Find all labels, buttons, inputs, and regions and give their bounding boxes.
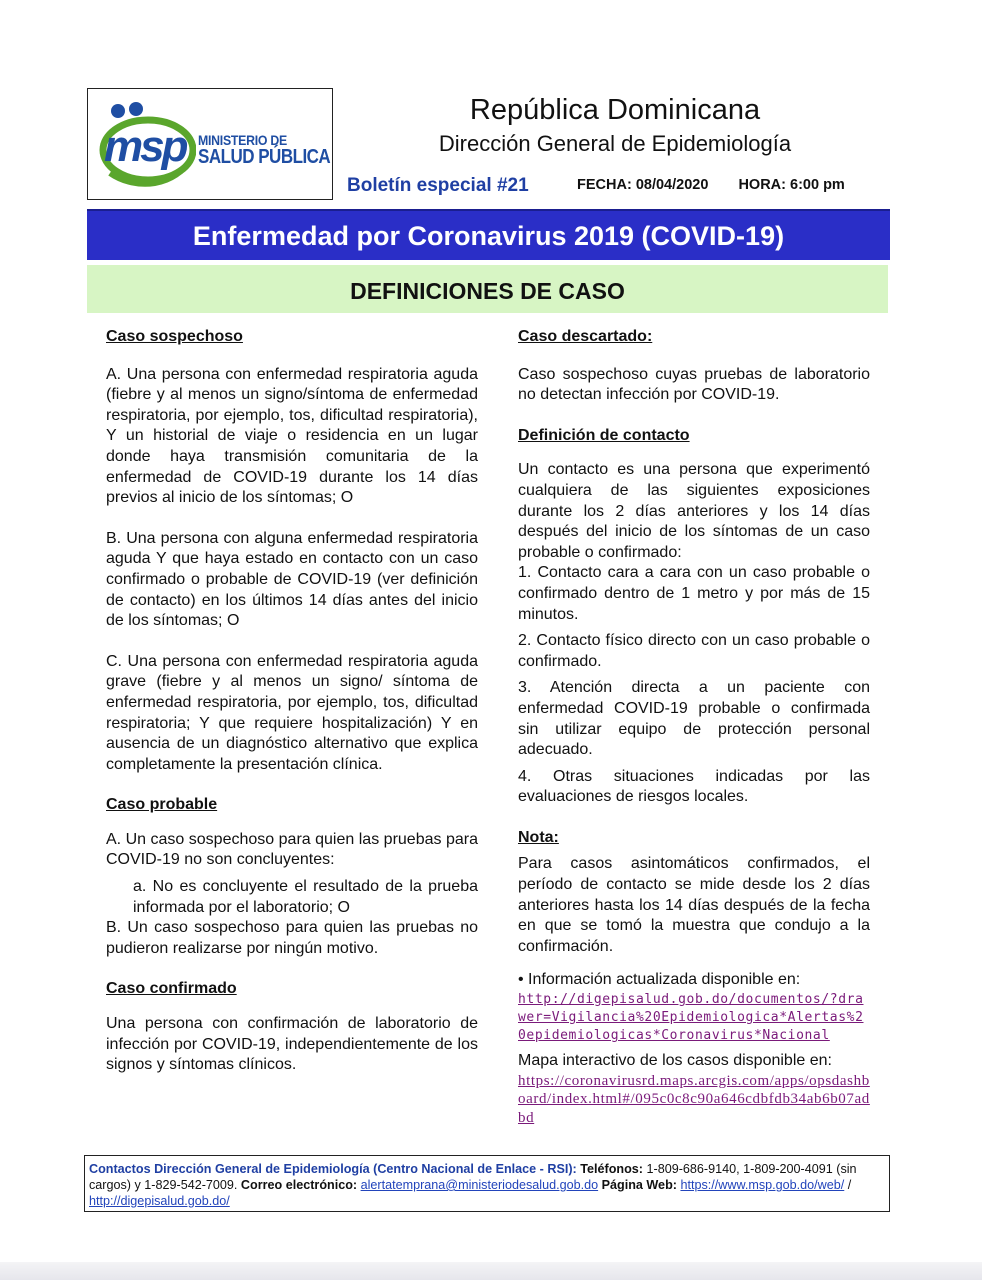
footer-email-label: Correo electrónico:: [240, 1178, 358, 1192]
contact-definition-heading: Definición de contacto: [518, 426, 690, 444]
note-heading: Nota:: [518, 828, 559, 846]
probable-case-a: A. Un caso sospechoso para quien las pruebas para COVID-19 no son concluyentes:: [106, 830, 478, 869]
date-value: 08/04/2020: [635, 177, 709, 193]
logo-line-1: MINISTERIO DE: [198, 132, 287, 148]
info-link[interactable]: http://digepisalud.gob.do/documentos/?drawer=Vigilancia%20Epidemiologica*Alertas%20epidemiologicas*Coronavirus*Nacional: [518, 992, 864, 1044]
probable-case-heading: Caso probable: [106, 796, 218, 814]
footer-separator: /: [847, 1178, 852, 1192]
date-label: FECHA:: [577, 177, 632, 193]
probable-case-b: B. Un caso sospechoso para quien las pruebas no pudieron realizarse por ningún motivo.: [106, 919, 478, 957]
info-text: • Información actualizada disponible en:: [518, 971, 801, 989]
note-text: Para casos asintomáticos confirmados, el período de contacto se mide desde los 2 días anteriores hasta los 14 días después de la fecha en que se tomó la muestra que condujo a la confirmación.: [518, 855, 870, 955]
contact-item-4: 4. Otras situaciones indicadas por las evaluaciones de riesgos locales.: [518, 767, 870, 806]
footer-org: Contactos Dirección General de Epidemiología (Centro Nacional de Enlace - RSI):: [89, 1162, 577, 1176]
discarded-case-heading: Caso descartado:: [518, 328, 653, 345]
left-column: [106, 327, 478, 1076]
confirmed-case-heading: Caso confirmado: [106, 980, 237, 998]
suspect-case-b: B. Una persona con alguna enfermedad respiratoria aguda Y que haya estado en contacto con un caso confirmado o probable de COVID-19 (ver definición de contacto) en los últimos 14 días antes del inicio de los síntomas; O: [106, 529, 478, 630]
country-title: República Dominicana: [469, 94, 761, 126]
svg-text:msp: msp: [104, 122, 186, 171]
ministry-logo: [87, 88, 333, 200]
suspect-case-heading: Caso sospechoso: [106, 328, 243, 345]
logo-line-2: SALUD PÚBLICA: [198, 146, 331, 169]
footer-web-link-2[interactable]: http://digepisalud.gob.do/: [89, 1194, 230, 1208]
contact-item-1: 1. Contacto cara a cara con un caso probable o confirmado dentro de 1 metro y por más de 15 minutos.: [518, 564, 870, 623]
probable-case-a-sub: a. No es concluyente el resultado de la prueba informada por el laboratorio; O: [133, 878, 478, 916]
bulletin-number: Boletín especial #21: [347, 175, 529, 196]
msp-logo-mark-icon: [96, 95, 196, 191]
footer-web-label: Página Web:: [601, 1178, 677, 1192]
date-time-row: [577, 177, 845, 193]
suspect-case-c: C. Una persona con enfermedad respiratoria aguda grave (fiebre y al menos un signo/ síntoma de enfermedad respiratoria, por ejemplo, tos, dificultad respiratoria; Y que requiere hospitalización) Y en ausencia de un diagnóstico alternativo que explica completamente la presentación clínica.: [106, 652, 478, 773]
footer-phones-label: Teléfonos:: [580, 1162, 644, 1176]
footer-web-link-1[interactable]: https://www.msp.gob.do/web/: [680, 1178, 845, 1192]
title-banner: Enfermedad por Coronavirus 2019 (COVID-19): [87, 209, 890, 260]
map-link[interactable]: https://coronavirusrd.maps.arcgis.com/apps/opsdashboard/index.html#/095c0c8c90a646cdbfdb34ab6b07adbd: [518, 1072, 870, 1126]
contact-item-3: 3. Atención directa a un paciente con enfermedad COVID-19 probable o confirmada sin utilizar equipo de protección personal adecuado.: [518, 679, 870, 759]
time-value: 6:00 pm: [790, 177, 845, 193]
confirmed-case-text: Una persona con confirmación de laboratorio de infección por COVID-19, independientemente de los signos y síntomas clínicos.: [106, 1015, 478, 1074]
right-column: [518, 327, 870, 1127]
map-text: Mapa interactivo de los casos disponible en:: [518, 1052, 832, 1070]
contact-intro: Un contacto es una persona que experimentó cualquiera de las siguientes exposiciones durante los 2 días anteriores y los 14 días después del inicio de los síntomas de un caso probable o confirmado:: [518, 461, 870, 561]
footer-email-link[interactable]: alertatemprana@ministeriodesalud.gob.do: [360, 1178, 599, 1192]
page-edge: [0, 1262, 982, 1280]
time-label: HORA:: [738, 177, 786, 193]
logo-wordmark: [198, 132, 331, 169]
direction-title: Dirección General de Epidemiología: [438, 131, 792, 156]
contact-item-2: 2. Contacto físico directo con un caso probable o confirmado.: [518, 632, 870, 670]
suspect-case-a: A. Una persona con enfermedad respiratoria aguda (fiebre y al menos un signo/síntoma de enfermedad respiratoria, por ejemplo, tos, dificultad respiratoria), Y un historial de viaje o residencia en un lugar donde haya transmisión comunitaria de la enfermedad de COVID-19 durante los 14 días previos al inicio de los síntomas; O: [106, 365, 478, 507]
contact-footer: [84, 1155, 890, 1212]
section-banner: DEFINICIONES DE CASO: [87, 265, 888, 313]
footer-phones: 1-809-686-9140, 1-809-200-4091 (sin cargos) y 1-829-542-7009.: [89, 1162, 857, 1192]
discarded-case-text: Caso sospechoso cuyas pruebas de laboratorio no detectan infección por COVID-19.: [518, 365, 870, 404]
